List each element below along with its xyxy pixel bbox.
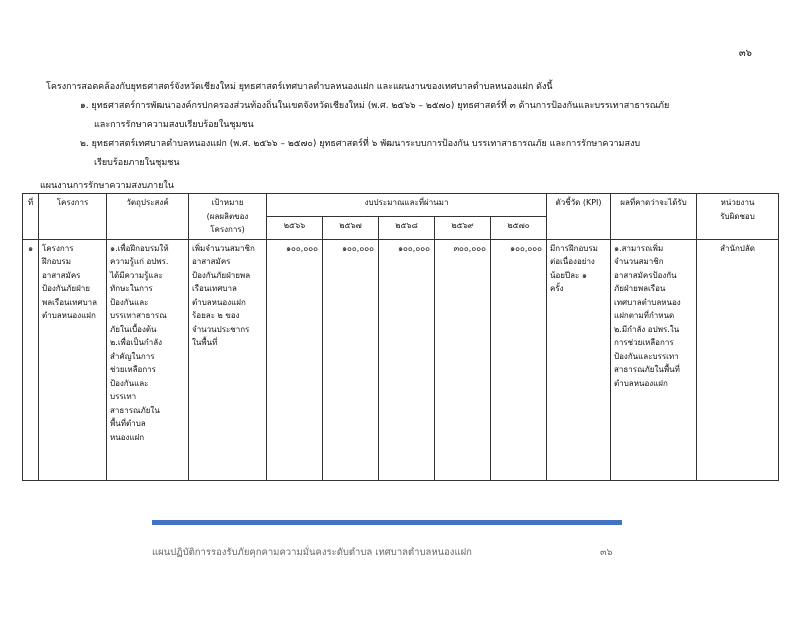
- cell-text-line: มีการฝึกอบรม: [550, 243, 598, 253]
- strategy-item-1-cont: และการรักษาความสงบเรียบร้อยในชุมชน: [94, 120, 254, 130]
- footer-text: แผนปฏิบัติการรองรับภัยคุกคามความมั่นคงระดับตำบล เทศบาลตำบลหนองแฝก: [152, 547, 472, 558]
- header-objective: วัตถุประสงค์: [107, 194, 189, 240]
- intro-section: [46, 78, 758, 173]
- cell-text-line: ทักษะในการ: [110, 284, 153, 293]
- row-objective: [107, 239, 189, 480]
- plan-title: แผนงานการรักษาความสงบภายใน: [40, 181, 174, 191]
- row-project: [39, 239, 107, 480]
- cell-text-line: ป้องกันและบรรเทา: [614, 351, 679, 361]
- header-year: ๒๕๗๐: [491, 216, 547, 239]
- cell-text-line: ภัยในเบื้องต้น: [110, 324, 157, 334]
- cell-text-line: ป้องกันและ: [110, 378, 149, 388]
- cell-text-line: หนองแฝก: [110, 432, 145, 442]
- cell-text-line: แฝกตามที่กำหนด: [614, 311, 675, 320]
- header-unit: หน่วยงาน รับผิดชอบ: [697, 194, 779, 240]
- header-no: ที่: [23, 194, 39, 240]
- cell-text-line: เทศบาลตำบลหนอง: [614, 297, 681, 307]
- cell-text-line: ครั้ง: [550, 284, 564, 293]
- cell-text-line: ร้อยละ ๒ ของ: [192, 311, 240, 320]
- cell-text-line: ภัยฝ่ายพลเรือน: [614, 284, 666, 293]
- cell-text-line: โครงการ: [42, 243, 74, 253]
- header-kpi: ตัวชี้วัด (KPI): [547, 194, 611, 240]
- header-target: เป้าหมาย (ผลผลิตของ โครงการ): [189, 194, 267, 240]
- row-expected: [611, 239, 697, 480]
- cell-text-line: ๒.มีกำลัง อปพร.ใน: [614, 324, 680, 334]
- cell-text-line: ได้มีความรู้และ: [110, 270, 163, 280]
- row-budget-2568: ๑๐๐,๐๐๐: [379, 239, 435, 480]
- cell-text-line: ป้องกันภัยฝ่าย: [42, 284, 90, 293]
- row-kpi: [547, 239, 611, 480]
- row-budget-2567: ๑๐๐,๐๐๐: [323, 239, 379, 480]
- cell-text-line: จำนวนประชากร: [192, 324, 250, 334]
- strategy-item-2: ๒. ยุทธศาสตร์เทศบาลตำบลหนองแฝก (พ.ศ. ๒๕๖๖ – ๒๕๗๐) ยุทธศาสตร์ที่ ๖ พัฒนาระบบการป้องกัน บรรเทาสาธารณภัย และการรักษาความสงบ: [80, 139, 641, 149]
- cell-text-line: เรือนเทศบาล: [192, 284, 237, 293]
- row-no: ๑: [23, 239, 39, 480]
- cell-text-line: ป้องกันและ: [110, 297, 149, 307]
- cell-text-line: สำคัญในการ: [110, 351, 155, 361]
- cell-text-line: ๒.เพื่อเป็นกำลัง: [110, 338, 163, 347]
- page-number: ๓๖: [738, 48, 752, 59]
- cell-text-line: ป้องกันภัยฝ่ายพล: [192, 270, 251, 280]
- cell-text-line: สาธารณภัยในพื้นที่: [614, 365, 680, 374]
- row-budget-2570: ๑๐๐,๐๐๐: [491, 239, 547, 480]
- cell-text-line: ตำบลหนองแฝก: [192, 297, 246, 307]
- header-year: ๒๕๖๗: [323, 216, 379, 239]
- cell-text-line: พื้นที่ตำบล: [110, 419, 146, 428]
- row-unit: สำนักปลัด: [697, 239, 779, 480]
- cell-text-line: บรรเทาสาธารณ: [110, 311, 167, 320]
- cell-text-line: ต่อเนื่องอย่าง: [550, 257, 595, 266]
- header-year: ๒๕๖๘: [379, 216, 435, 239]
- cell-text-line: พลเรือนเทศบาล: [42, 297, 98, 307]
- cell-text-line: ๑.เพื่อฝึกอบรมให้: [110, 243, 169, 253]
- cell-text-line: ความรู้แก่ อปพร.: [110, 257, 169, 266]
- cell-text-line: ๑.สามารถเพิ่ม: [614, 243, 664, 253]
- project-table: [22, 193, 779, 481]
- cell-text-line: ช่วยเหลือการ: [110, 365, 156, 374]
- footer-page-number: ๓๖: [600, 547, 613, 558]
- cell-text-line: ฝึกอบรม: [42, 257, 71, 266]
- cell-text-line: จำนวนสมาชิก: [614, 257, 664, 266]
- footer-bar: [152, 520, 622, 525]
- strategy-item-2-cont: เรียบร้อยภายในชุมชน: [94, 158, 180, 168]
- cell-text-line: สาธารณภัยใน: [110, 405, 160, 415]
- cell-text-line: น้อยปีละ ๑: [550, 270, 587, 280]
- cell-text-line: ตำบลหนองแฝก: [614, 378, 668, 388]
- cell-text-line: เพิ่มจำนวนสมาชิก: [192, 243, 255, 253]
- cell-text-line: ตำบลหนองแฝก: [42, 311, 96, 320]
- cell-text-line: อาสาสมัครป้องกัน: [614, 270, 677, 280]
- row-budget-2566: ๑๐๐,๐๐๐: [267, 239, 323, 480]
- intro-heading: โครงการสอดคล้องกับยุทธศาสตร์จังหวัดเชียงใหม่ ยุทธศาสตร์เทศบาลตำบลหนองแฝก และแผนงานของเทศบาลตำบลหนองแฝก ดังนี้: [46, 82, 553, 92]
- header-project: โครงการ: [39, 194, 107, 240]
- cell-text-line: ในพื้นที่: [192, 338, 218, 347]
- header-expected: ผลที่คาดว่าจะได้รับ: [611, 194, 697, 240]
- header-row: [23, 194, 779, 217]
- cell-text-line: อาสาสมัคร: [192, 257, 231, 266]
- row-budget-2569: ๓๐๐,๐๐๐: [435, 239, 491, 480]
- header-year: ๒๕๖๖: [267, 216, 323, 239]
- cell-text-line: อาสาสมัคร: [42, 270, 81, 280]
- header-year: ๒๕๖๙: [435, 216, 491, 239]
- table-row: [23, 239, 779, 480]
- strategy-item-1: ๑. ยุทธศาสตร์การพัฒนาองค์กรปกครองส่วนท้องถิ่นในเขตจังหวัดเชียงใหม่ (พ.ศ. ๒๕๖๖ – ๒๕๗๐) ยุทธศาสตร์ที่ ๓ ด้านการป้องกันและบรรเทาสาธารณภัย: [80, 101, 670, 111]
- row-target: [189, 239, 267, 480]
- cell-text-line: บรรเทา: [110, 392, 137, 401]
- header-budget: งบประมาณและที่ผ่านมา: [267, 194, 547, 217]
- cell-text-line: การช่วยเหลือการ: [614, 338, 674, 347]
